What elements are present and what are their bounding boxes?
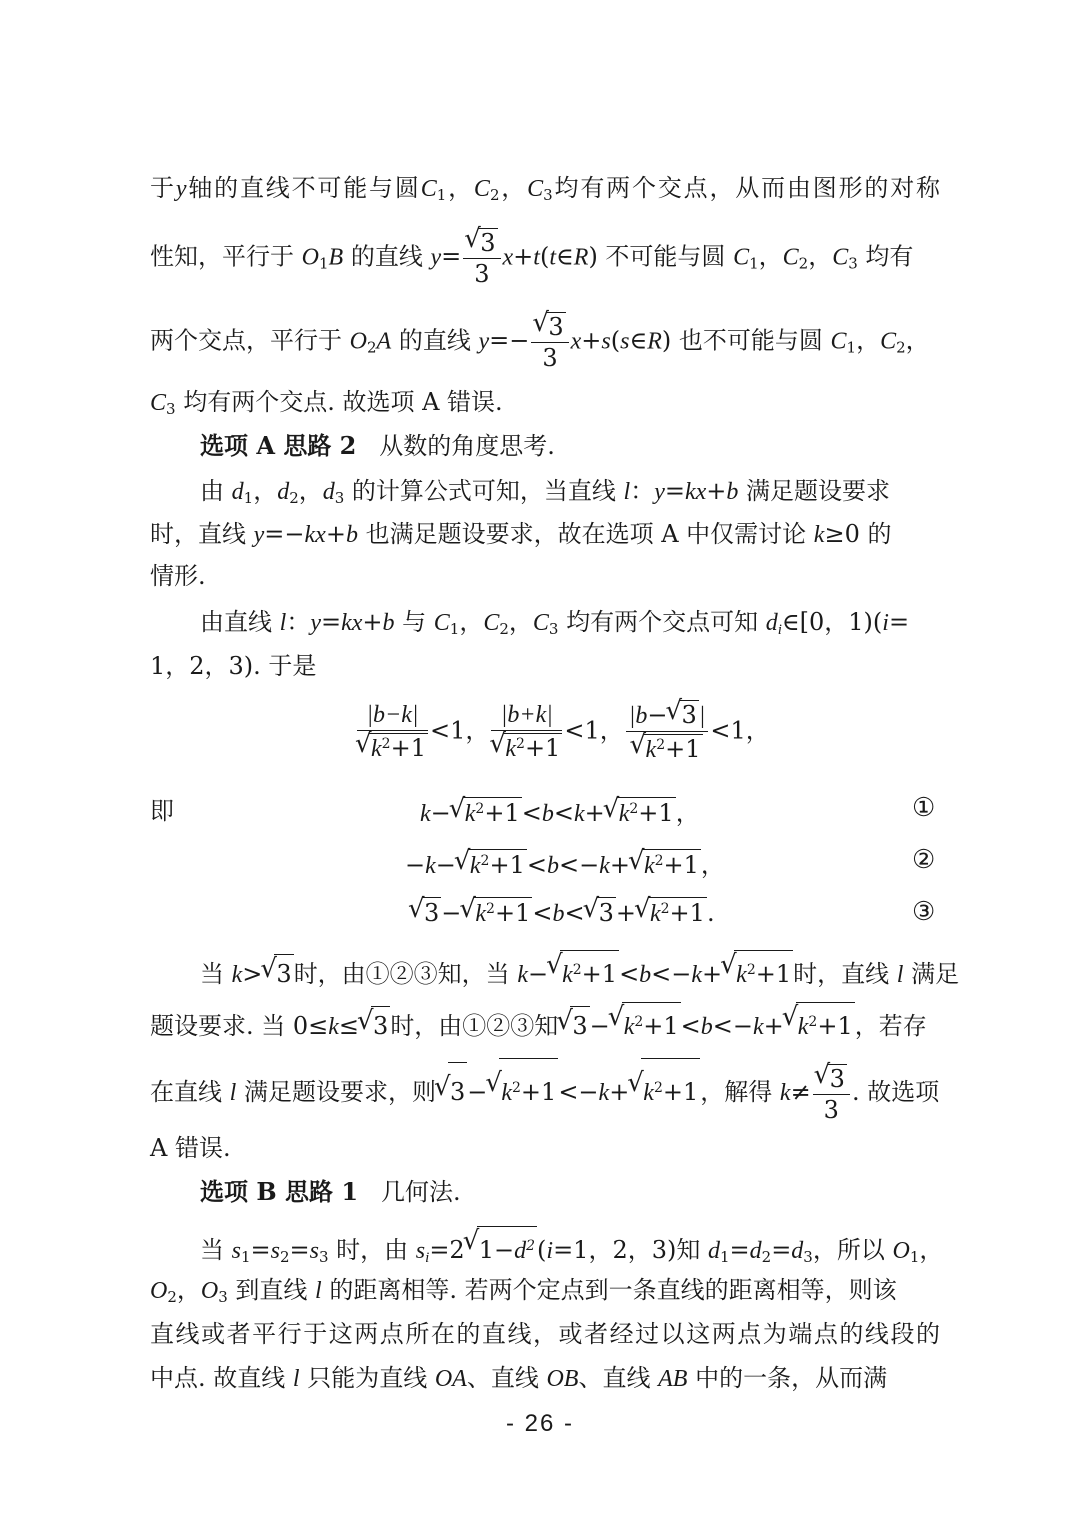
ji-label: 即 — [150, 797, 174, 825]
section-heading — [200, 428, 990, 464]
equation: −k−√ $k^2+1<b<-k+√$ $k^2+1$， — [405, 845, 725, 880]
text-line: 由 $d_1$，$d_2$，$d_3$ 的计算公式可知，当直线 l：y=kx+b 满足题设要求 — [200, 477, 891, 507]
equation: |b−k| √ $k^2+1$ <1， |b+k| √ $k^2+1$ <1， |b−√ 3| √ $k^2+1$ <1， — [355, 700, 770, 764]
heading-desc: 几何法. — [380, 1178, 461, 1206]
text-line: 中点. 故直线 l 只能为直线 OA、直线 OB、直线 AB 中的一条，从而满 — [150, 1364, 888, 1392]
section-heading — [200, 1174, 990, 1210]
equation-number: ③ — [912, 897, 936, 927]
text-line: 时，直线 y=−kx+b 也满足题设要求，故在选项 A 中仅需讨论 k≥0 的 — [150, 520, 892, 548]
heading-label: 选项 A 思路 2 — [200, 431, 357, 460]
text-line: $C_3$ 均有两个交点. 故选项 A 错误. — [150, 388, 503, 418]
text-line: 1，2，3). 于是 — [150, 652, 317, 680]
equation-number: ② — [912, 845, 936, 875]
text-line: 两个交点，平行于 $O_2A$ 的直线 y=− √ $\frac{3}{3}$ x+s(s∈R) 也不可能与圆 $C_1$，$C_2$， — [150, 312, 940, 375]
text-line: 在直线 l 满足题设要求，则√ 3−√ $k^2+1<-k+√$ $k^2+1$，解得 k≠ √ $\frac{3}{3}$ . 故选项 — [150, 1058, 940, 1123]
text-line: 题设要求. 当 0≤k≤√ 3时，由①②③知√ 3−√ $k^2+1<b<-k+√$ $k^2+1$，若存 — [150, 1002, 940, 1045]
text-line: 于y轴的直线不可能与圆$C_1$，$C_2$，$C_3$均有两个交点，从而由图形的对称 — [150, 174, 941, 204]
heading-desc: 从数的角度思考. — [379, 432, 555, 460]
text-line: 性知，平行于 $O_1B$ 的直线 y= √ $\frac{3}{3}$ x+t(t∈R) 不可能与圆 $C_1$，$C_2$，$C_3$ 均有 — [150, 228, 940, 291]
page-number: - 26 - — [505, 1410, 574, 1437]
equation: √ 3−√ $k^2+1<b<√$ 3+√ $k^2+1$. — [410, 897, 715, 928]
equation: k−√ $k^2+1<b<k+√$ $k^2+1$， — [420, 793, 700, 828]
text-line: 直线或者平行于这两点所在的直线，或者经过以这两点为端点的线段的 — [150, 1320, 940, 1348]
text-line: A 错误. — [150, 1134, 231, 1162]
text-line: 情形. — [150, 562, 206, 590]
equation-number: ① — [912, 793, 936, 823]
text-line: 当 $s_1=s_2=s_3$ 时，由 $s_i=2√$ $1-d^2(i=1$，2，3)知 $d_1=d_2=d_3$，所以 $O_1$， — [200, 1226, 940, 1276]
text-line: 当 k>√ 3时，由①②③知，当 k−√ $k^2+1<b<-k+√$ $k^2+1$时，直线 l 满足 — [200, 950, 940, 993]
text-line: 由直线 l：y=kx+b 与 $C_1$，$C_2$，$C_3$ 均有两个交点可知 $d_i\in[0$，1)(i= — [200, 608, 910, 638]
text-line: $O_2$，$O_3$ 到直线 l 的距离相等. 若两个定点到一条直线的距离相等，则该 — [150, 1276, 897, 1306]
heading-label: 选项 B 思路 1 — [200, 1177, 359, 1206]
